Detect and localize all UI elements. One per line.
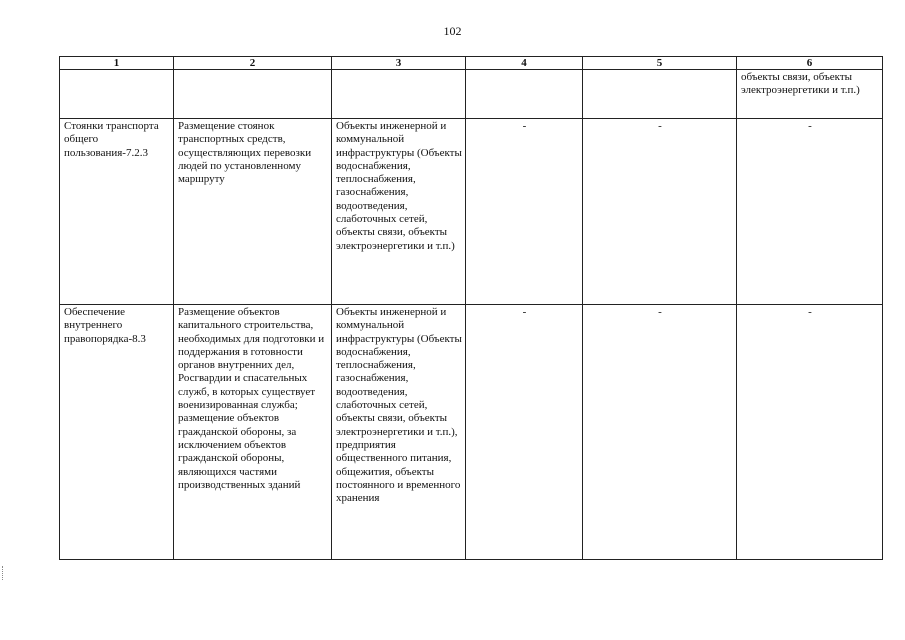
table-cell bbox=[174, 70, 332, 119]
table-cell: Размещение объектов капитального строительства, необходимых для подготовки и поддержания в готовности органов внутренних дел, Росгвардии и спасательных служб, в которых существует военизированная служба; размещение объектов гражданской обороны, за исключением объектов гражданской обороны, являющихся частями производственных зданий bbox=[174, 305, 332, 560]
table-cell: - bbox=[737, 305, 883, 560]
table-cell: Объекты инженерной и коммунальной инфраструктуры (Объекты водоснабжения, теплоснабжения, газоснабжения, водоотведения, слаботочных сетей, объекты связи, объекты электроэнергетики и т.п.) bbox=[332, 119, 466, 305]
table-cell: Обеспечение внутреннего правопорядка-8.3 bbox=[60, 305, 174, 560]
table-cell: - bbox=[583, 119, 737, 305]
table-cell bbox=[583, 70, 737, 119]
table-cell: объекты связи, объекты электроэнергетики и т.п.) bbox=[737, 70, 883, 119]
table-row bbox=[60, 119, 883, 305]
table-cell: Объекты инженерной и коммунальной инфраструктуры (Объекты водоснабжения, теплоснабжения, газоснабжения, водоотведения, слаботочных сетей, объекты связи, объекты электроэнергетики и т.п.), предприятия общественного питания, общежития, объекты постоянного и временного хранения bbox=[332, 305, 466, 560]
scan-edge-mark bbox=[2, 566, 6, 580]
land-use-table bbox=[59, 56, 883, 560]
table-cell bbox=[466, 70, 583, 119]
table-cell bbox=[332, 70, 466, 119]
table-cell bbox=[60, 70, 174, 119]
column-header-1: 1 bbox=[60, 57, 174, 70]
table-cell: Размещение стоянок транспортных средств, осуществляющих перевозки людей по установленному маршруту bbox=[174, 119, 332, 305]
column-header-2: 2 bbox=[174, 57, 332, 70]
table-cell: - bbox=[737, 119, 883, 305]
table-row bbox=[60, 305, 883, 560]
page-number: 102 bbox=[443, 24, 462, 38]
table-cell: - bbox=[466, 119, 583, 305]
column-header-5: 5 bbox=[583, 57, 737, 70]
column-header-4: 4 bbox=[466, 57, 583, 70]
column-header-6: 6 bbox=[737, 57, 883, 70]
table-row bbox=[60, 70, 883, 119]
table-header-row bbox=[60, 57, 883, 70]
table-cell: Стоянки транспорта общего пользования-7.2.3 bbox=[60, 119, 174, 305]
table-cell: - bbox=[583, 305, 737, 560]
table-cell: - bbox=[466, 305, 583, 560]
column-header-3: 3 bbox=[332, 57, 466, 70]
